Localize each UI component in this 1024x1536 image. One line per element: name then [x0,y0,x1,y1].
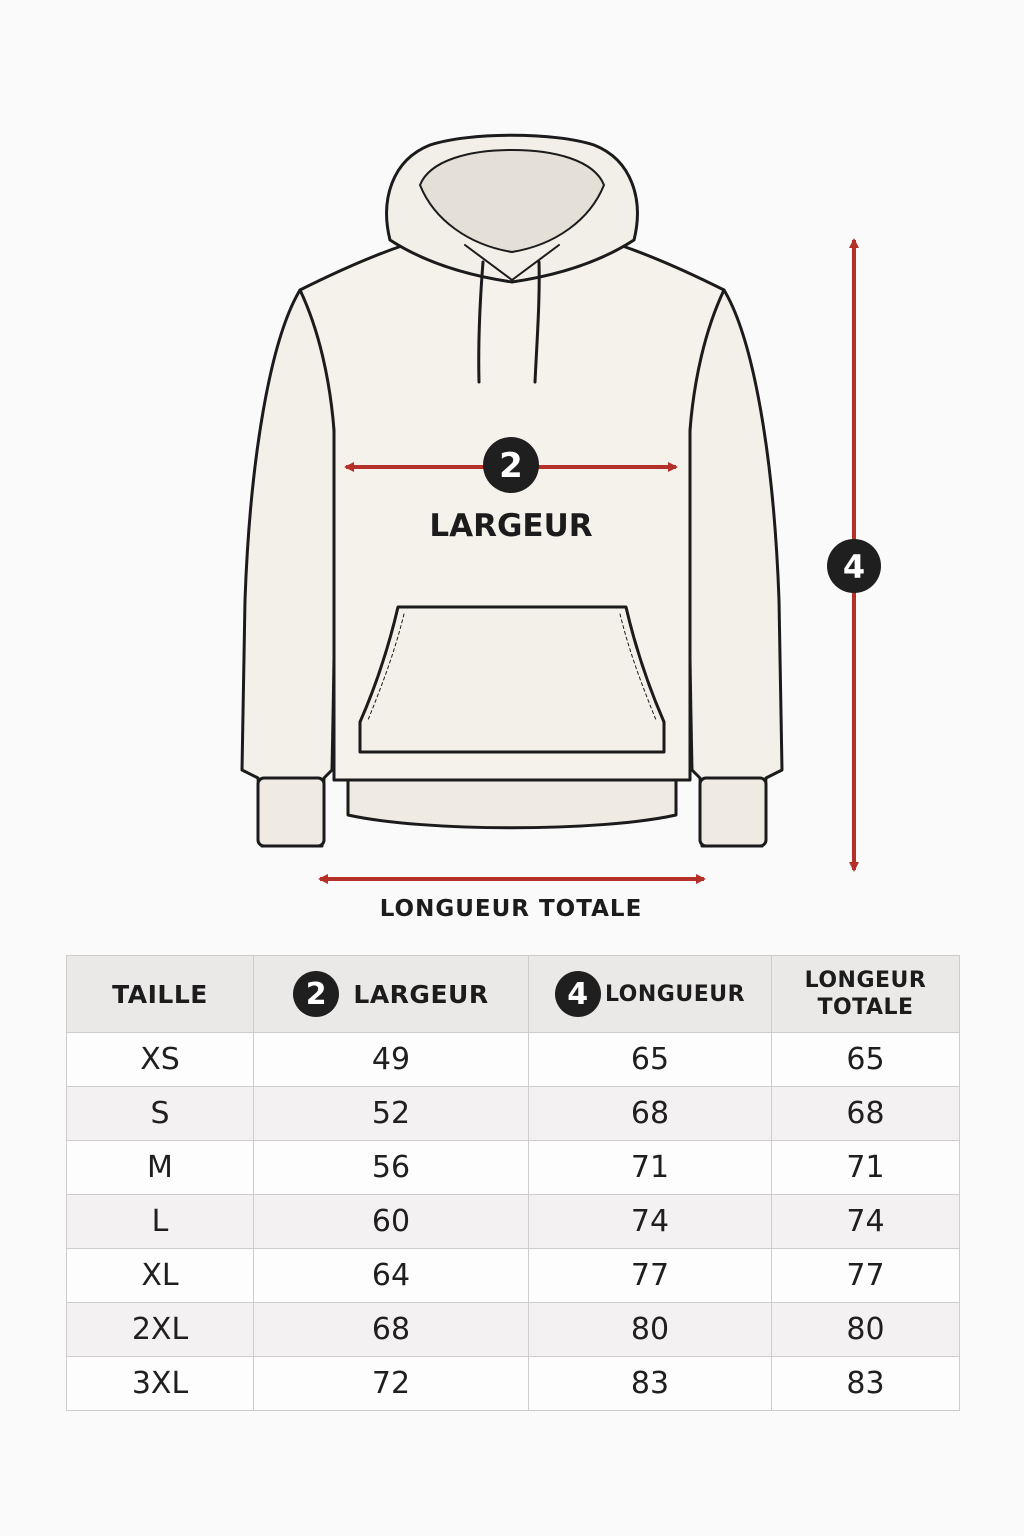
cell-size: 3XL [67,1357,254,1411]
cell-total: 80 [772,1303,960,1357]
table-row [67,1087,960,1141]
width-label: LARGEUR [429,508,593,544]
header-size [67,956,254,1033]
cell-length: 80 [529,1303,772,1357]
waistband [348,780,676,828]
cell-length: 65 [529,1033,772,1087]
cell-total: 74 [772,1195,960,1249]
table-row [67,1249,960,1303]
table-row [67,1141,960,1195]
cell-total: 77 [772,1249,960,1303]
table-row [67,1303,960,1357]
header-length-badge: 4 [555,971,601,1017]
table-row [67,1357,960,1411]
cell-width: 64 [254,1249,529,1303]
cell-size: XS [67,1033,254,1087]
width-badge-number: 2 [499,446,523,486]
header-total-line2: TOTALE [817,995,914,1020]
cell-size: S [67,1087,254,1141]
cell-width: 49 [254,1033,529,1087]
kangaroo-pocket [360,607,664,752]
cell-total: 83 [772,1357,960,1411]
cell-width: 60 [254,1195,529,1249]
cell-total: 65 [772,1033,960,1087]
total-length-label: LONGUEUR TOTALE [379,896,643,922]
cell-length: 74 [529,1195,772,1249]
header-length-label: LONGUEUR [604,981,746,1007]
cell-length: 83 [529,1357,772,1411]
cell-size: 2XL [67,1303,254,1357]
right-cuff [700,778,766,846]
cell-total: 71 [772,1141,960,1195]
header-width-badge: 2 [293,971,339,1017]
table-header-row [67,956,960,1033]
cell-width: 68 [254,1303,529,1357]
cell-total: 68 [772,1087,960,1141]
size-table [66,955,960,1411]
cell-length: 68 [529,1087,772,1141]
cell-size: XL [67,1249,254,1303]
header-width [254,956,529,1033]
cell-length: 71 [529,1141,772,1195]
left-sleeve [242,290,335,846]
table-row [67,1195,960,1249]
length-badge-number: 4 [842,548,866,586]
header-width-label: LARGEUR [353,979,489,1009]
cell-width: 56 [254,1141,529,1195]
cell-size: L [67,1195,254,1249]
cell-width: 72 [254,1357,529,1411]
right-sleeve [689,290,782,846]
header-total-length [772,956,960,1033]
cell-width: 52 [254,1087,529,1141]
cell-size: M [67,1141,254,1195]
cell-length: 77 [529,1249,772,1303]
header-total-line1: LONGEUR [804,968,927,993]
header-size-label: TAILLE [112,979,208,1009]
header-length [529,956,772,1033]
table-row [67,1033,960,1087]
left-cuff [258,778,324,846]
